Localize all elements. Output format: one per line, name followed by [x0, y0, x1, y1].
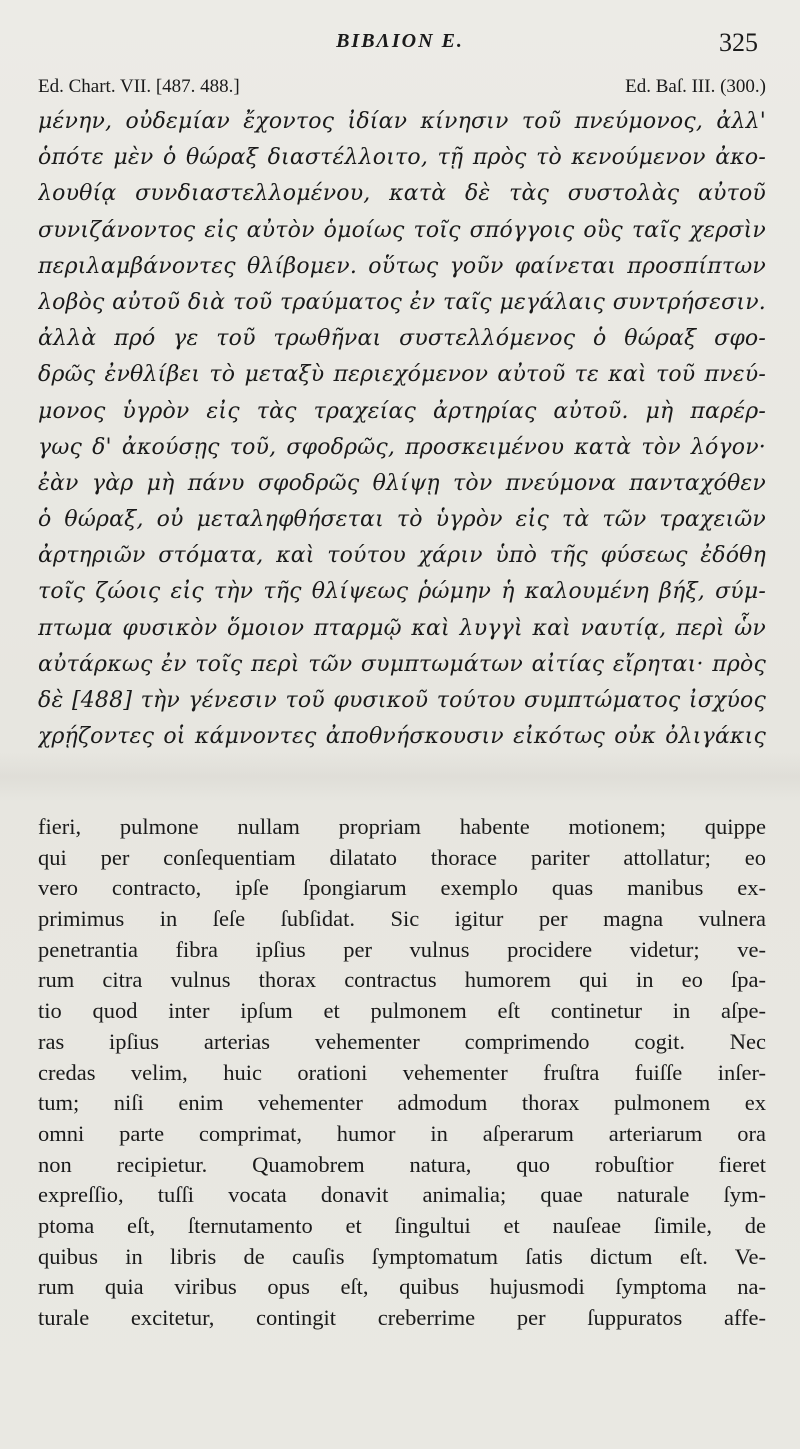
greek-text-line: λουθίᾳ συνδιαστελλομένου, κατὰ δὲ τὰς συστολὰς αὐτοῦ [38, 181, 766, 207]
greek-text-line: πτωμα φυσικὸν ὅμοιον πταρμῷ καὶ λυγγὶ καὶ ναυτίᾳ, περὶ ὧν [38, 615, 766, 641]
latin-text-line: non recipietur. Quamobrem natura, quo robuſtior fieret [38, 1151, 766, 1177]
greek-text-line: ἀρτηριῶν στόματα, καὶ τούτου χάριν ὑπὸ τῆς φύσεως ἐδόθη [38, 543, 766, 569]
latin-text-line: fieri, pulmone nullam propriam habente motionem; quippe [38, 814, 766, 839]
greek-text-line: δρῶς ἐνθλίβει τὸ μεταξὺ περιεχόμενον αὐτοῦ τε καὶ τοῦ πνεύ- [38, 362, 766, 388]
latin-text-line: penetrantia fibra ipſius per vulnus procidere videtur; ve- [38, 936, 766, 962]
greek-text-line: ἐὰν γὰρ μὴ πάνυ σφοδρῶς θλίψῃ τὸν πνεύμονα πανταχόθεν [38, 470, 766, 496]
show-through-shadow [0, 752, 800, 802]
greek-text-line: δὲ [488] τὴν γένεσιν τοῦ φυσικοῦ τούτου συμπτώματος ἰσχύος [38, 688, 766, 713]
greek-text-line: συνιζάνοντος εἰς αὐτὸν ὁμοίως τοῖς σπόγγοις οὓς ταῖς χερσὶν [38, 217, 766, 243]
running-head [0, 28, 800, 62]
latin-text-line: expreſſio, tuſſi vocata donavit animalia; quae naturale ſym- [38, 1182, 766, 1208]
latin-text-line: primimus in ſeſe ſubſidat. Sic igitur per magna vulnera [38, 906, 766, 932]
latin-text-line: turale excitetur, contingit creberrime per ſuppuratos affe- [38, 1305, 766, 1330]
latin-text-line: rum quia viribus opus eſt, quibus hujusmodi ſymptoma na- [38, 1274, 766, 1300]
latin-text-block [38, 812, 766, 1334]
greek-text-line: τοῖς ζώοις εἰς τὴν τῆς θλίψεως ῥώμην ἡ καλουμένη βήξ, σύμ- [38, 579, 766, 605]
latin-text-line: tio quod inter ipſum et pulmonem eſt continetur in aſpe- [38, 998, 766, 1024]
edition-reference-line [38, 76, 766, 102]
latin-text-line: qui per conſequentiam dilatato thorace pariter attollatur; eo [38, 844, 766, 870]
greek-text-line: μονος ὑγρὸν εἰς τὰς τραχείας ἀρτηρίας αὐτοῦ. μὴ παρέρ- [38, 398, 766, 424]
latin-text-line: tum; niſi enim vehementer admodum thorax pulmonem ex [38, 1090, 766, 1116]
edition-basel-ref: Ed. Baſ. III. (300.) [625, 76, 766, 97]
greek-text-line: χρῄζοντες οἱ κάμνοντες ἀποθνήσκουσιν εἰκότως οὐκ ὀλιγάκις [38, 724, 766, 750]
greek-text-line: λοβὸς αὐτοῦ διὰ τοῦ τραύματος ἐν ταῖς μεγάλαις συντρήσεσιν. [38, 289, 766, 315]
greek-text-line: ὁπότε μὲν ὁ θώραξ διαστέλλοιτο, τῇ πρὸς τὸ κενούμενον ἀκο- [38, 145, 766, 171]
latin-text-line: quibus in libris de cauſis ſymptomatum ſatis dictum eſt. Ve- [38, 1243, 766, 1269]
latin-text-line: ras ipſius arterias vehementer comprimendo cogit. Nec [38, 1028, 766, 1054]
greek-text-line: αὐτάρκως ἐν τοῖς περὶ τῶν συμπτωμάτων αἰτίας εἴρηται· πρὸς [38, 651, 766, 677]
greek-text-line: περιλαμβάνοντες θλίβομεν. οὕτως γοῦν φαίνεται προσπίπτων [38, 253, 766, 279]
greek-text-line: γως δ' ἀκούσῃς τοῦ, σφοδρῶς, προσκειμένου κατὰ τὸν λόγον· [38, 434, 766, 460]
greek-text-line: ἀλλὰ πρό γε τοῦ τρωθῆναι συστελλόμενος ὁ θώραξ σφο- [38, 326, 766, 352]
edition-chartier-ref: Ed. Chart. VII. [487. 488.] [38, 76, 240, 97]
latin-text-line: omni parte comprimat, humor in aſperarum arteriarum ora [38, 1120, 766, 1146]
latin-text-line: vero contracto, ipſe ſpongiarum exemplo quas manibus ex- [38, 875, 766, 901]
greek-text-block [38, 104, 766, 755]
latin-text-line: rum citra vulnus thorax contractus humorem qui in eo ſpa- [38, 967, 766, 993]
greek-text-line: ὁ θώραξ, οὐ μεταληφθήσεται τὸ ὑγρὸν εἰς τὰ τῶν τραχειῶν [38, 507, 766, 533]
page-number: 325 [719, 28, 758, 57]
greek-text-line: μένην, οὐδεμίαν ἔχοντος ἰδίαν κίνησιν τοῦ πνεύμονος, ἀλλ' [38, 109, 766, 134]
book-title: BIBΛΙΟΝ E. [336, 30, 464, 52]
latin-text-line: credas velim, huic orationi vehementer fruſtra fuiſſe inſer- [38, 1059, 766, 1085]
latin-text-line: ptoma eſt, ſternutamento et ſingultui et nauſeae ſimile, de [38, 1212, 766, 1238]
